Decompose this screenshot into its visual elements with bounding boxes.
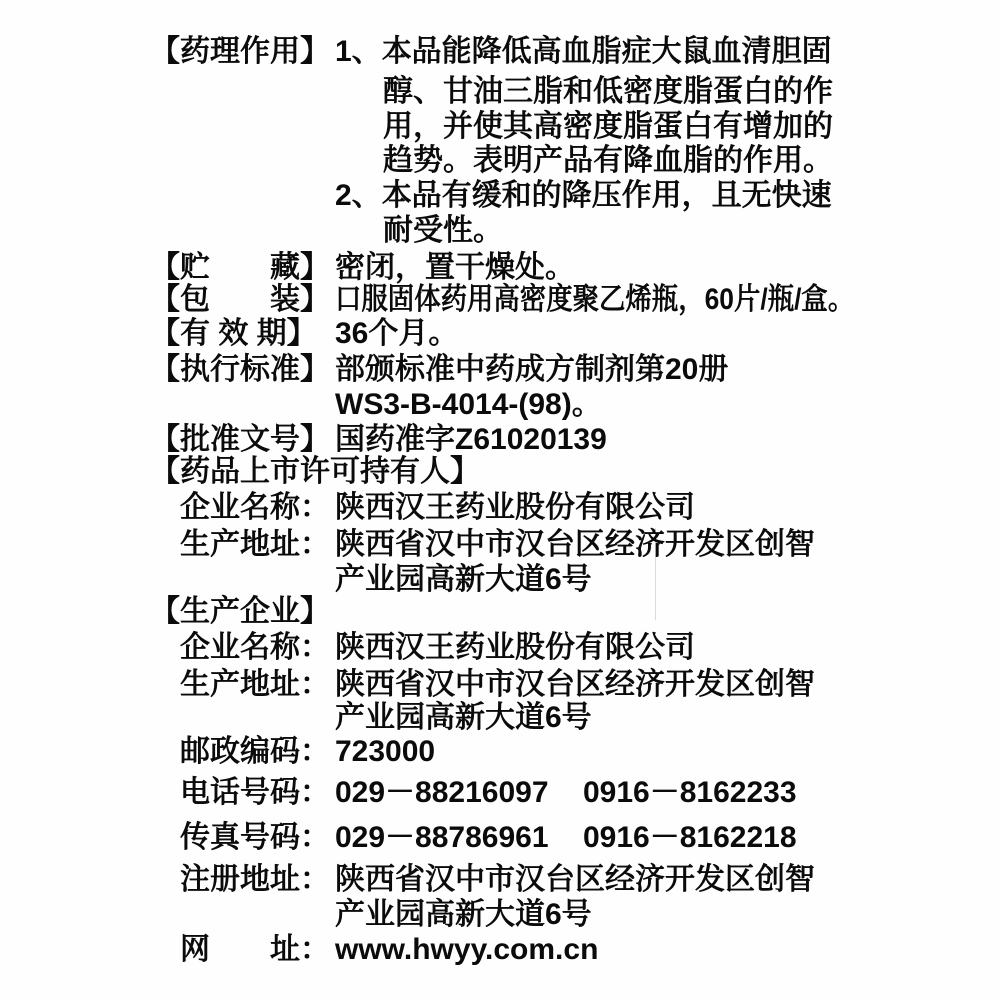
text-line: 醇、甘油三脂和低密度脂蛋白的作	[383, 75, 833, 108]
pharmacology-item-2-first-line	[335, 179, 832, 213]
package-value: 口服固体药用高密度聚乙烯瓶，60片/瓶/盒。	[335, 283, 855, 316]
text-line: 本品有缓和的降压作用，且无快速	[381, 179, 832, 212]
address-line: 陕西省汉中市汉台区经济开发区创智	[335, 668, 815, 701]
storage-label: 【贮 藏】	[150, 251, 330, 284]
pharmacology-label: 【药理作用】	[150, 35, 330, 68]
registered-address-row-continued	[0, 898, 1000, 932]
approval-label: 【批准文号】	[150, 423, 330, 456]
scan-crease	[655, 528, 656, 620]
registered-address-row	[0, 863, 1000, 897]
address-line: 陕西省汉中市汉台区经济开发区创智	[335, 528, 815, 561]
phone-label: 电话号码：	[180, 776, 330, 809]
phone-number: 029－88216097	[335, 776, 549, 809]
standard-line: 部颁标准中药成方制剂第20册	[335, 353, 729, 386]
phone-number: 0916－8162233	[583, 776, 797, 809]
item-number: 1、	[335, 35, 382, 68]
validity-label: 【有 效 期】	[150, 317, 317, 350]
manufacturer-label: 【生产企业】	[150, 595, 330, 628]
website-label: 网 址：	[180, 933, 330, 966]
pharmacology-line	[0, 144, 1000, 178]
text-line: 耐受性。	[383, 214, 503, 247]
fax-number: 029－88786961	[335, 821, 549, 854]
fax-number: 0916－8162218	[583, 821, 797, 854]
mah-address-row-continued	[0, 563, 1000, 597]
manufacturer-heading-row	[0, 595, 1000, 629]
manufacturer-name-row	[0, 631, 1000, 665]
pharmacology-line	[0, 214, 1000, 248]
standard-label: 【执行标准】	[150, 353, 330, 386]
company-name: 陕西汉王药业股份有限公司	[335, 631, 695, 664]
storage-value: 密闭，置干燥处。	[335, 251, 575, 284]
registered-address-label: 注册地址：	[180, 863, 330, 896]
text-line: 趋势。表明产品有降血脂的作用。	[383, 144, 833, 177]
address-line: 产业园高新大道6号	[335, 898, 592, 931]
text-line: 用，并使其高密度脂蛋白有增加的	[383, 110, 833, 143]
text-line: 本品能降低高血脂症大鼠血清胆固	[381, 35, 832, 68]
mah-heading-row	[0, 455, 1000, 489]
mah-address-row	[0, 528, 1000, 562]
address-line: 产业园高新大道6号	[335, 563, 592, 596]
storage-row	[0, 251, 1000, 285]
manufacturer-address-row	[0, 668, 1000, 702]
postcode-value: 723000	[335, 735, 436, 768]
phone-row	[0, 776, 1000, 810]
company-name: 陕西汉王药业股份有限公司	[335, 491, 695, 524]
website-url: www.hwyy.com.cn	[335, 933, 599, 966]
postcode-row	[0, 735, 1000, 769]
address-label: 生产地址：	[180, 528, 330, 561]
standard-row-continued	[0, 388, 1000, 422]
website-row	[0, 933, 1000, 967]
approval-row	[0, 423, 1000, 457]
standard-code: WS3-B-4014-(98)。	[335, 388, 602, 421]
company-name-label: 企业名称：	[180, 631, 330, 664]
address-line: 陕西省汉中市汉台区经济开发区创智	[335, 863, 815, 896]
address-label: 生产地址：	[180, 668, 330, 701]
approval-number: 国药准字Z61020139	[335, 423, 607, 456]
validity-row	[0, 317, 1000, 351]
package-label: 【包 装】	[150, 283, 330, 316]
item-number: 2、	[335, 179, 382, 212]
address-line: 产业园高新大道6号	[335, 701, 592, 734]
pharmacology-row	[0, 35, 1000, 69]
manufacturer-address-row-continued	[0, 701, 1000, 735]
standard-row	[0, 353, 1000, 387]
mah-name-row	[0, 491, 1000, 525]
pharmacology-item-1-first-line	[335, 35, 832, 69]
pharmacology-line	[0, 75, 1000, 109]
fax-row	[0, 821, 1000, 855]
pharmacology-line	[0, 110, 1000, 144]
fax-label: 传真号码：	[180, 821, 330, 854]
postcode-label: 邮政编码：	[180, 735, 330, 768]
package-row	[0, 283, 1000, 317]
pharmacology-item-2	[0, 179, 1000, 213]
mah-label: 【药品上市许可持有人】	[150, 455, 480, 488]
company-name-label: 企业名称：	[180, 491, 330, 524]
validity-value: 36个月。	[335, 317, 459, 350]
